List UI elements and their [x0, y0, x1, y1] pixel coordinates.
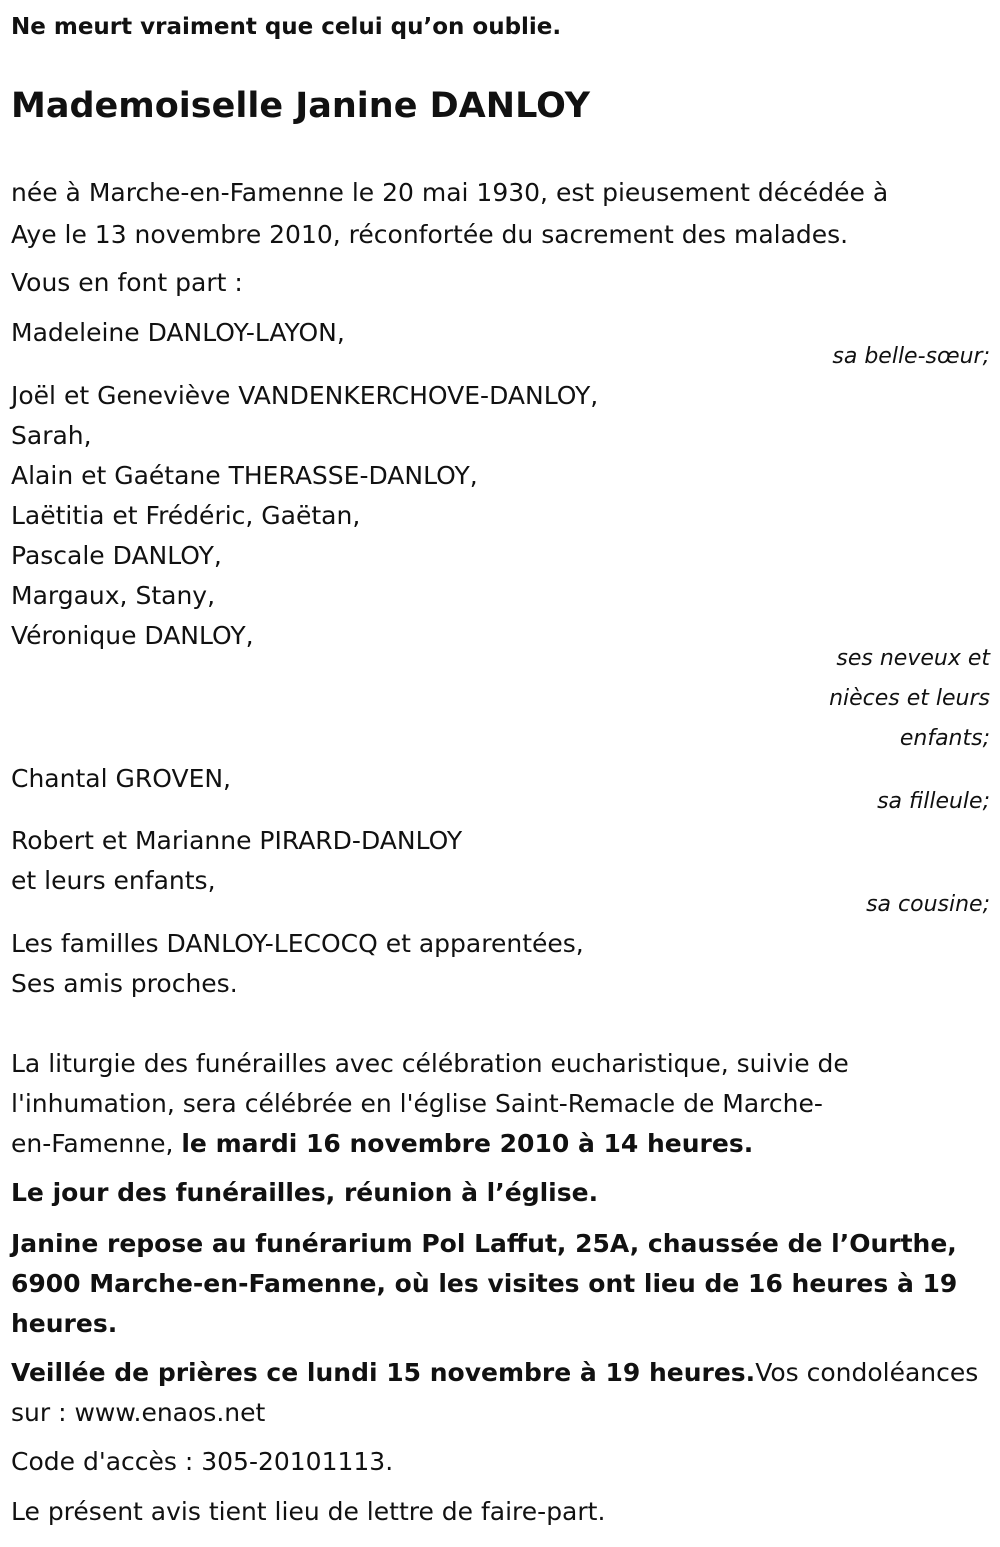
- funeral-line: [11, 1129, 753, 1159]
- family-name: Alain et Gaétane THERASSE-DANLOY,: [11, 461, 478, 490]
- family-relation: enfants;: [899, 726, 990, 751]
- access-code: Code d'accès : 305-20101113.: [11, 1447, 394, 1476]
- family-name: et leurs enfants,: [11, 866, 216, 895]
- repose-line: Janine repose au funérarium Pol Laffut, 25A, chaussée de l’Ourthe,: [11, 1229, 957, 1258]
- announce-text: Vous en font part :: [11, 268, 243, 297]
- meeting-info: Le jour des funérailles, réunion à l’église.: [11, 1178, 599, 1207]
- family-name: Margaux, Stany,: [11, 581, 216, 610]
- family-name: Véronique DANLOY,: [11, 621, 254, 650]
- family-relation: sa belle-sœur;: [832, 344, 990, 369]
- condolences-text: Vos condoléances: [755, 1358, 979, 1387]
- closing-note: Le présent avis tient lieu de lettre de faire-part.: [11, 1497, 606, 1526]
- family-relation: ses neveux et: [836, 646, 990, 671]
- family-name: Joël et Geneviève VANDENKERCHOVE-DANLOY,: [11, 381, 599, 410]
- family-name: Madeleine DANLOY-LAYON,: [11, 318, 345, 347]
- intro-line: Aye le 13 novembre 2010, réconfortée du sacrement des malades.: [11, 220, 849, 249]
- funeral-date: le mardi 16 novembre 2010 à 14 heures.: [181, 1129, 754, 1158]
- family-name: Pascale DANLOY,: [11, 541, 222, 570]
- family-relation: sa filleule;: [877, 789, 990, 814]
- funeral-line-text: en-Famenne,: [11, 1129, 182, 1158]
- funeral-line: La liturgie des funérailles avec célébration eucharistique, suivie de: [11, 1049, 849, 1078]
- family-name: Chantal GROVEN,: [11, 764, 232, 793]
- intro-line: née à Marche-en-Famenne le 20 mai 1930, est pieusement décédée à: [11, 178, 889, 207]
- family-name: Robert et Marianne PIRARD-DANLOY: [11, 826, 463, 855]
- vigil-line: [11, 1358, 978, 1388]
- family-name: Les familles DANLOY-LECOCQ et apparentées,: [11, 929, 584, 958]
- family-relation: sa cousine;: [866, 892, 990, 917]
- repose-line: heures.: [11, 1309, 118, 1338]
- family-name: Ses amis proches.: [11, 969, 238, 998]
- family-name: Sarah,: [11, 421, 92, 450]
- vigil-info: Veillée de prières ce lundi 15 novembre à 19 heures.: [11, 1358, 756, 1387]
- family-name: Laëtitia et Frédéric, Gaëtan,: [11, 501, 361, 530]
- repose-line: 6900 Marche-en-Famenne, où les visites ont lieu de 16 heures à 19: [11, 1269, 958, 1298]
- funeral-line: l'inhumation, sera célébrée en l'église Saint-Remacle de Marche-: [11, 1089, 823, 1118]
- condolences-link[interactable]: sur : www.enaos.net: [11, 1398, 266, 1427]
- family-relation: nièces et leurs: [829, 686, 990, 711]
- deceased-name: Mademoiselle Janine DANLOY: [11, 86, 590, 126]
- motto: Ne meurt vraiment que celui qu’on oublie.: [11, 14, 562, 40]
